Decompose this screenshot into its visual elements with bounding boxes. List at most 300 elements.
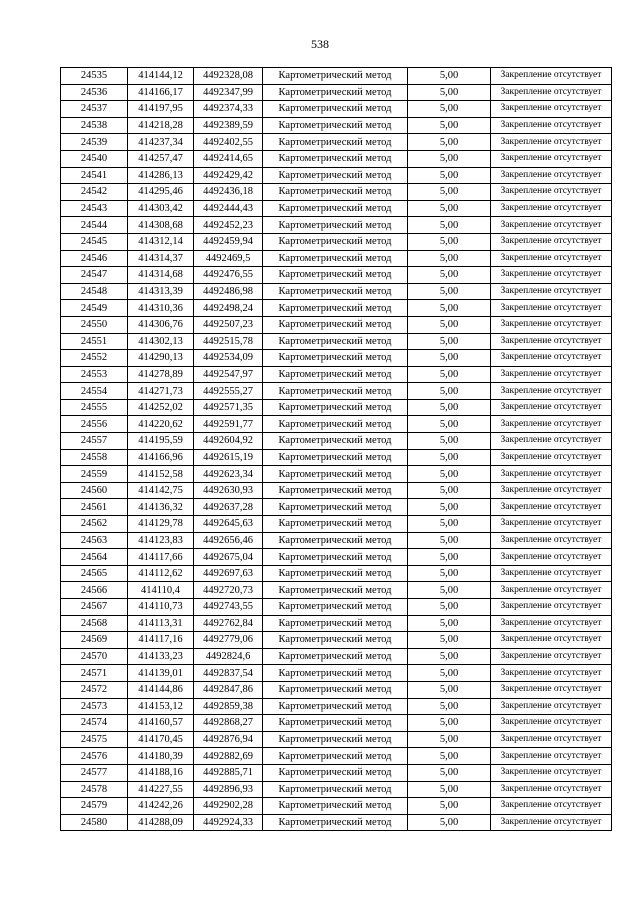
accuracy-cell: 5,00 [408,101,491,118]
accuracy-cell: 5,00 [408,184,491,201]
x-coordinate-cell: 414117,66 [128,549,194,566]
x-coordinate-cell: 414195,59 [128,433,194,450]
accuracy-cell: 5,00 [408,416,491,433]
fixation-status-cell: Закрепление отсутствует [491,499,612,516]
point-number-cell: 24566 [61,582,128,599]
x-coordinate-cell: 414252,02 [128,399,194,416]
fixation-status-cell: Закрепление отсутствует [491,764,612,781]
y-coordinate-cell: 4492824,6 [194,648,263,665]
table-row [61,715,612,732]
x-coordinate-cell: 414142,75 [128,482,194,499]
accuracy-cell: 5,00 [408,764,491,781]
table-row [61,466,612,483]
method-cell: Картометрический метод [263,150,408,167]
method-cell: Картометрический метод [263,715,408,732]
point-number-cell: 24570 [61,648,128,665]
accuracy-cell: 5,00 [408,698,491,715]
table-row [61,764,612,781]
method-cell: Картометрический метод [263,134,408,151]
table-row [61,333,612,350]
table-row [61,532,612,549]
point-number-cell: 24545 [61,233,128,250]
table-row [61,482,612,499]
table-row [61,582,612,599]
point-number-cell: 24558 [61,449,128,466]
point-number-cell: 24550 [61,316,128,333]
accuracy-cell: 5,00 [408,582,491,599]
fixation-status-cell: Закрепление отсутствует [491,267,612,284]
fixation-status-cell: Закрепление отсутствует [491,516,612,533]
accuracy-cell: 5,00 [408,84,491,101]
accuracy-cell: 5,00 [408,516,491,533]
method-cell: Картометрический метод [263,184,408,201]
method-cell: Картометрический метод [263,267,408,284]
point-number-cell: 24552 [61,350,128,367]
point-number-cell: 24569 [61,632,128,649]
y-coordinate-cell: 4492902,28 [194,798,263,815]
table-row [61,217,612,234]
method-cell: Картометрический метод [263,516,408,533]
table-row [61,366,612,383]
method-cell: Картометрический метод [263,117,408,134]
method-cell: Картометрический метод [263,482,408,499]
method-cell: Картометрический метод [263,565,408,582]
y-coordinate-cell: 4492847,86 [194,681,263,698]
table-row [61,731,612,748]
method-cell: Картометрический метод [263,532,408,549]
x-coordinate-cell: 414310,36 [128,300,194,317]
coordinates-table [60,67,612,831]
fixation-status-cell: Закрепление отсутствует [491,150,612,167]
accuracy-cell: 5,00 [408,798,491,815]
x-coordinate-cell: 414278,89 [128,366,194,383]
accuracy-cell: 5,00 [408,134,491,151]
fixation-status-cell: Закрепление отсутствует [491,233,612,250]
method-cell: Картометрический метод [263,698,408,715]
fixation-status-cell: Закрепление отсутствует [491,698,612,715]
table-row [61,416,612,433]
table-row [61,200,612,217]
accuracy-cell: 5,00 [408,117,491,134]
fixation-status-cell: Закрепление отсутствует [491,715,612,732]
accuracy-cell: 5,00 [408,665,491,682]
y-coordinate-cell: 4492444,43 [194,200,263,217]
accuracy-cell: 5,00 [408,333,491,350]
x-coordinate-cell: 414218,28 [128,117,194,134]
method-cell: Картометрический метод [263,681,408,698]
method-cell: Картометрический метод [263,68,408,85]
table-row [61,499,612,516]
point-number-cell: 24574 [61,715,128,732]
y-coordinate-cell: 4492876,94 [194,731,263,748]
point-number-cell: 24563 [61,532,128,549]
x-coordinate-cell: 414313,39 [128,283,194,300]
point-number-cell: 24535 [61,68,128,85]
y-coordinate-cell: 4492591,77 [194,416,263,433]
accuracy-cell: 5,00 [408,233,491,250]
method-cell: Картометрический метод [263,416,408,433]
table-row [61,748,612,765]
point-number-cell: 24536 [61,84,128,101]
y-coordinate-cell: 4492743,55 [194,599,263,616]
accuracy-cell: 5,00 [408,433,491,450]
method-cell: Картометрический метод [263,615,408,632]
fixation-status-cell: Закрепление отсутствует [491,316,612,333]
y-coordinate-cell: 4492697,63 [194,565,263,582]
method-cell: Картометрический метод [263,632,408,649]
table-row [61,632,612,649]
accuracy-cell: 5,00 [408,599,491,616]
fixation-status-cell: Закрепление отсутствует [491,565,612,582]
point-number-cell: 24576 [61,748,128,765]
fixation-status-cell: Закрепление отсутствует [491,449,612,466]
y-coordinate-cell: 4492374,33 [194,101,263,118]
accuracy-cell: 5,00 [408,449,491,466]
x-coordinate-cell: 414160,57 [128,715,194,732]
accuracy-cell: 5,00 [408,350,491,367]
method-cell: Картометрический метод [263,665,408,682]
method-cell: Картометрический метод [263,549,408,566]
accuracy-cell: 5,00 [408,781,491,798]
accuracy-cell: 5,00 [408,748,491,765]
y-coordinate-cell: 4492389,59 [194,117,263,134]
table-row [61,101,612,118]
point-number-cell: 24553 [61,366,128,383]
y-coordinate-cell: 4492604,92 [194,433,263,450]
point-number-cell: 24579 [61,798,128,815]
table-row [61,648,612,665]
fixation-status-cell: Закрепление отсутствует [491,416,612,433]
table-row [61,117,612,134]
x-coordinate-cell: 414314,68 [128,267,194,284]
fixation-status-cell: Закрепление отсутствует [491,798,612,815]
y-coordinate-cell: 4492328,08 [194,68,263,85]
accuracy-cell: 5,00 [408,283,491,300]
accuracy-cell: 5,00 [408,383,491,400]
table-row [61,184,612,201]
table-row [61,798,612,815]
x-coordinate-cell: 414237,34 [128,134,194,151]
x-coordinate-cell: 414180,39 [128,748,194,765]
table-row [61,250,612,267]
method-cell: Картометрический метод [263,383,408,400]
x-coordinate-cell: 414302,13 [128,333,194,350]
table-row [61,300,612,317]
method-cell: Картометрический метод [263,466,408,483]
x-coordinate-cell: 414197,95 [128,101,194,118]
accuracy-cell: 5,00 [408,681,491,698]
fixation-status-cell: Закрепление отсутствует [491,433,612,450]
y-coordinate-cell: 4492630,93 [194,482,263,499]
accuracy-cell: 5,00 [408,565,491,582]
y-coordinate-cell: 4492429,42 [194,167,263,184]
fixation-status-cell: Закрепление отсутствует [491,250,612,267]
table-row [61,233,612,250]
fixation-status-cell: Закрепление отсутствует [491,68,612,85]
table-body [61,68,612,831]
y-coordinate-cell: 4492534,09 [194,350,263,367]
x-coordinate-cell: 414110,4 [128,582,194,599]
y-coordinate-cell: 4492762,84 [194,615,263,632]
method-cell: Картометрический метод [263,250,408,267]
method-cell: Картометрический метод [263,233,408,250]
point-number-cell: 24575 [61,731,128,748]
x-coordinate-cell: 414288,09 [128,814,194,831]
fixation-status-cell: Закрепление отсутствует [491,167,612,184]
fixation-status-cell: Закрепление отсутствует [491,117,612,134]
accuracy-cell: 5,00 [408,68,491,85]
fixation-status-cell: Закрепление отсутствует [491,366,612,383]
method-cell: Картометрический метод [263,433,408,450]
method-cell: Картометрический метод [263,283,408,300]
fixation-status-cell: Закрепление отсутствует [491,283,612,300]
accuracy-cell: 5,00 [408,466,491,483]
point-number-cell: 24543 [61,200,128,217]
point-number-cell: 24578 [61,781,128,798]
method-cell: Картометрический метод [263,731,408,748]
point-number-cell: 24568 [61,615,128,632]
fixation-status-cell: Закрепление отсутствует [491,632,612,649]
y-coordinate-cell: 4492414,65 [194,150,263,167]
accuracy-cell: 5,00 [408,499,491,516]
x-coordinate-cell: 414144,86 [128,681,194,698]
point-number-cell: 24561 [61,499,128,516]
x-coordinate-cell: 414227,55 [128,781,194,798]
accuracy-cell: 5,00 [408,615,491,632]
fixation-status-cell: Закрепление отсутствует [491,399,612,416]
point-number-cell: 24559 [61,466,128,483]
y-coordinate-cell: 4492459,94 [194,233,263,250]
x-coordinate-cell: 414271,73 [128,383,194,400]
fixation-status-cell: Закрепление отсутствует [491,648,612,665]
accuracy-cell: 5,00 [408,399,491,416]
x-coordinate-cell: 414110,73 [128,599,194,616]
x-coordinate-cell: 414144,12 [128,68,194,85]
x-coordinate-cell: 414312,14 [128,233,194,250]
y-coordinate-cell: 4492498,24 [194,300,263,317]
fixation-status-cell: Закрепление отсутствует [491,333,612,350]
point-number-cell: 24546 [61,250,128,267]
table-row [61,681,612,698]
x-coordinate-cell: 414123,83 [128,532,194,549]
point-number-cell: 24571 [61,665,128,682]
fixation-status-cell: Закрепление отсутствует [491,482,612,499]
point-number-cell: 24542 [61,184,128,201]
point-number-cell: 24564 [61,549,128,566]
point-number-cell: 24551 [61,333,128,350]
table-row [61,665,612,682]
method-cell: Картометрический метод [263,217,408,234]
point-number-cell: 24573 [61,698,128,715]
x-coordinate-cell: 414113,31 [128,615,194,632]
accuracy-cell: 5,00 [408,316,491,333]
x-coordinate-cell: 414112,62 [128,565,194,582]
y-coordinate-cell: 4492402,55 [194,134,263,151]
point-number-cell: 24541 [61,167,128,184]
fixation-status-cell: Закрепление отсутствует [491,101,612,118]
x-coordinate-cell: 414314,37 [128,250,194,267]
accuracy-cell: 5,00 [408,549,491,566]
table-row [61,350,612,367]
x-coordinate-cell: 414306,76 [128,316,194,333]
point-number-cell: 24547 [61,267,128,284]
accuracy-cell: 5,00 [408,300,491,317]
point-number-cell: 24538 [61,117,128,134]
method-cell: Картометрический метод [263,399,408,416]
point-number-cell: 24537 [61,101,128,118]
y-coordinate-cell: 4492924,33 [194,814,263,831]
table-row [61,599,612,616]
y-coordinate-cell: 4492885,71 [194,764,263,781]
point-number-cell: 24565 [61,565,128,582]
fixation-status-cell: Закрепление отсутствует [491,731,612,748]
y-coordinate-cell: 4492868,27 [194,715,263,732]
x-coordinate-cell: 414220,62 [128,416,194,433]
x-coordinate-cell: 414133,23 [128,648,194,665]
fixation-status-cell: Закрепление отсутствует [491,582,612,599]
fixation-status-cell: Закрепление отсутствует [491,681,612,698]
x-coordinate-cell: 414303,42 [128,200,194,217]
y-coordinate-cell: 4492469,5 [194,250,263,267]
method-cell: Картометрический метод [263,798,408,815]
accuracy-cell: 5,00 [408,200,491,217]
table-row [61,283,612,300]
method-cell: Картометрический метод [263,101,408,118]
fixation-status-cell: Закрепление отсутствует [491,615,612,632]
point-number-cell: 24548 [61,283,128,300]
point-number-cell: 24549 [61,300,128,317]
y-coordinate-cell: 4492452,23 [194,217,263,234]
method-cell: Картометрический метод [263,167,408,184]
fixation-status-cell: Закрепление отсутствует [491,84,612,101]
fixation-status-cell: Закрепление отсутствует [491,300,612,317]
fixation-status-cell: Закрепление отсутствует [491,200,612,217]
method-cell: Картометрический метод [263,200,408,217]
table-row [61,316,612,333]
method-cell: Картометрический метод [263,499,408,516]
accuracy-cell: 5,00 [408,217,491,234]
y-coordinate-cell: 4492555,27 [194,383,263,400]
y-coordinate-cell: 4492571,35 [194,399,263,416]
accuracy-cell: 5,00 [408,814,491,831]
y-coordinate-cell: 4492675,04 [194,549,263,566]
fixation-status-cell: Закрепление отсутствует [491,748,612,765]
y-coordinate-cell: 4492476,55 [194,267,263,284]
x-coordinate-cell: 414257,47 [128,150,194,167]
method-cell: Картометрический метод [263,599,408,616]
y-coordinate-cell: 4492486,98 [194,283,263,300]
method-cell: Картометрический метод [263,764,408,781]
fixation-status-cell: Закрепление отсутствует [491,383,612,400]
y-coordinate-cell: 4492882,69 [194,748,263,765]
fixation-status-cell: Закрепление отсутствует [491,549,612,566]
fixation-status-cell: Закрепление отсутствует [491,134,612,151]
x-coordinate-cell: 414166,17 [128,84,194,101]
point-number-cell: 24557 [61,433,128,450]
method-cell: Картометрический метод [263,814,408,831]
point-number-cell: 24562 [61,516,128,533]
x-coordinate-cell: 414166,96 [128,449,194,466]
fixation-status-cell: Закрепление отсутствует [491,532,612,549]
fixation-status-cell: Закрепление отсутствует [491,466,612,483]
x-coordinate-cell: 414290,13 [128,350,194,367]
accuracy-cell: 5,00 [408,150,491,167]
fixation-status-cell: Закрепление отсутствует [491,781,612,798]
accuracy-cell: 5,00 [408,267,491,284]
y-coordinate-cell: 4492656,46 [194,532,263,549]
table-row [61,399,612,416]
fixation-status-cell: Закрепление отсутствует [491,665,612,682]
table-row [61,383,612,400]
x-coordinate-cell: 414139,01 [128,665,194,682]
x-coordinate-cell: 414129,78 [128,516,194,533]
accuracy-cell: 5,00 [408,532,491,549]
y-coordinate-cell: 4492637,28 [194,499,263,516]
table-row [61,68,612,85]
point-number-cell: 24580 [61,814,128,831]
method-cell: Картометрический метод [263,333,408,350]
point-number-cell: 24572 [61,681,128,698]
y-coordinate-cell: 4492347,99 [194,84,263,101]
table-row [61,84,612,101]
table-row [61,433,612,450]
y-coordinate-cell: 4492720,73 [194,582,263,599]
table-row [61,150,612,167]
x-coordinate-cell: 414286,13 [128,167,194,184]
table-row [61,814,612,831]
method-cell: Картометрический метод [263,449,408,466]
point-number-cell: 24539 [61,134,128,151]
point-number-cell: 24567 [61,599,128,616]
x-coordinate-cell: 414170,45 [128,731,194,748]
fixation-status-cell: Закрепление отсутствует [491,599,612,616]
method-cell: Картометрический метод [263,300,408,317]
x-coordinate-cell: 414152,58 [128,466,194,483]
y-coordinate-cell: 4492623,34 [194,466,263,483]
method-cell: Картометрический метод [263,316,408,333]
method-cell: Картометрический метод [263,648,408,665]
y-coordinate-cell: 4492896,93 [194,781,263,798]
table-row [61,134,612,151]
page-number: 538 [311,37,329,51]
method-cell: Картометрический метод [263,366,408,383]
y-coordinate-cell: 4492547,97 [194,366,263,383]
table-row [61,615,612,632]
point-number-cell: 24577 [61,764,128,781]
table-row [61,516,612,533]
table-row [61,565,612,582]
accuracy-cell: 5,00 [408,167,491,184]
method-cell: Картометрический метод [263,748,408,765]
x-coordinate-cell: 414308,68 [128,217,194,234]
method-cell: Картометрический метод [263,582,408,599]
x-coordinate-cell: 414242,26 [128,798,194,815]
point-number-cell: 24540 [61,150,128,167]
x-coordinate-cell: 414188,16 [128,764,194,781]
y-coordinate-cell: 4492837,54 [194,665,263,682]
point-number-cell: 24555 [61,399,128,416]
point-number-cell: 24556 [61,416,128,433]
x-coordinate-cell: 414153,12 [128,698,194,715]
y-coordinate-cell: 4492859,38 [194,698,263,715]
table-row [61,549,612,566]
accuracy-cell: 5,00 [408,648,491,665]
point-number-cell: 24544 [61,217,128,234]
y-coordinate-cell: 4492436,18 [194,184,263,201]
fixation-status-cell: Закрепление отсутствует [491,814,612,831]
fixation-status-cell: Закрепление отсутствует [491,184,612,201]
accuracy-cell: 5,00 [408,731,491,748]
